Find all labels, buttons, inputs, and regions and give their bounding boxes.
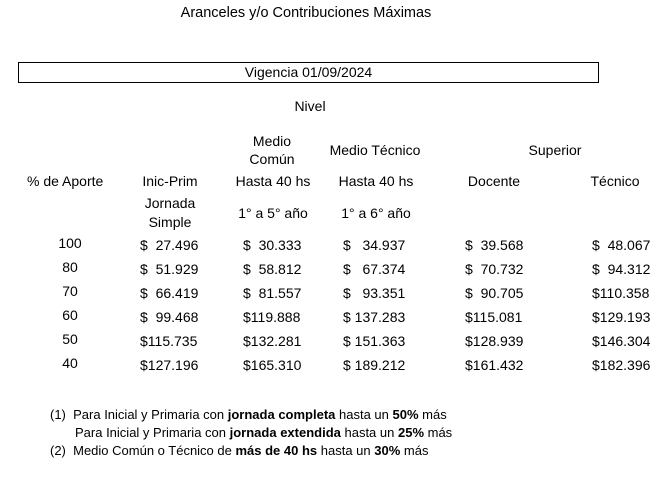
note-1-text: hasta un (335, 407, 393, 422)
header-aporte: % de Aporte (27, 173, 104, 189)
note-1-bold: jornada completa (227, 407, 336, 422)
note-1-text: más (418, 407, 447, 422)
note-1 (50, 406, 447, 424)
note-1b-text: más (424, 425, 453, 440)
cell-medio-tecnico: $ 93.351 (343, 285, 406, 301)
row-aporte: 80 (62, 259, 78, 275)
row-aporte: 40 (62, 355, 78, 371)
cell-inic-prim: $115.735 (140, 333, 198, 349)
cell-docente: $ 90.705 (465, 285, 524, 301)
nivel-heading: Nivel (294, 98, 326, 114)
cell-inic-prim: $ 99.468 (140, 309, 199, 325)
note-1-percent: 50% (392, 407, 419, 422)
note-1b-percent: 25% (397, 425, 425, 440)
note-2-text: más (400, 443, 429, 458)
cell-inic-prim: $ 51.929 (140, 261, 199, 277)
cell-medio-comun: $ 30.333 (243, 237, 302, 253)
cell-tecnico: $ 94.312 (592, 261, 651, 277)
cell-docente: $128.939 (465, 333, 524, 349)
note-1b-text: hasta un (340, 425, 398, 440)
cell-medio-tecnico: $ 34.937 (343, 237, 406, 253)
cell-medio-tecnico: $ 67.374 (343, 261, 406, 277)
page-title: Aranceles y/o Contribuciones Máximas (180, 5, 432, 21)
cell-inic-prim: $ 66.419 (140, 285, 199, 301)
note-1b-text: Para Inicial y Primaria con (75, 425, 230, 440)
header-medio-tecnico-anio: 1° a 6° año (341, 205, 411, 221)
vigencia-box: Vigencia 01/09/2024 (18, 62, 599, 83)
header-tecnico: Técnico (590, 173, 640, 189)
row-aporte: 50 (62, 331, 78, 347)
header-medio-tecnico: Medio Técnico (329, 142, 421, 158)
row-aporte: 100 (58, 235, 82, 251)
note-1-text: Para Inicial y Primaria con (73, 407, 228, 422)
header-docente: Docente (467, 173, 521, 189)
cell-tecnico: $129.193 (592, 309, 651, 325)
header-medio-tecnico-hs: Hasta 40 hs (338, 173, 414, 189)
header-medio-comun-hs: Hasta 40 hs (235, 173, 311, 189)
header-inic-prim: Inic-Prim (142, 173, 198, 189)
cell-medio-tecnico: $ 137.283 (343, 309, 406, 325)
note-2-text: hasta un (317, 443, 375, 458)
note-1b-bold: jornada extendida (229, 425, 341, 440)
note-2 (50, 442, 428, 460)
header-medio-comun-line1: Medio (252, 133, 292, 149)
cell-tecnico: $ 48.067 (592, 237, 651, 253)
note-2-percent: 30% (374, 443, 401, 458)
cell-medio-tecnico: $ 189.212 (343, 357, 406, 373)
cell-medio-comun: $132.281 (243, 333, 302, 349)
cell-medio-comun: $ 58.812 (243, 261, 302, 277)
cell-tecnico: $182.396 (592, 357, 651, 373)
note-2-number: (2) (50, 443, 66, 458)
note-1b (75, 424, 452, 442)
cell-medio-tecnico: $ 151.363 (343, 333, 406, 349)
row-aporte: 70 (62, 283, 78, 299)
cell-medio-comun: $119.888 (243, 309, 301, 325)
cell-docente: $115.081 (465, 309, 523, 325)
note-2-text: Medio Común o Técnico de (73, 443, 236, 458)
row-aporte: 60 (62, 307, 78, 323)
note-1-number: (1) (50, 407, 66, 422)
header-medio-comun-line2: Común (249, 151, 295, 167)
cell-medio-comun: $ 81.557 (243, 285, 302, 301)
note-2-bold: más de 40 hs (235, 443, 318, 458)
header-simple: Simple (148, 214, 192, 230)
header-superior: Superior (528, 142, 582, 158)
cell-docente: $161.432 (465, 357, 524, 373)
cell-tecnico: $110.358 (592, 285, 650, 301)
cell-tecnico: $146.304 (592, 333, 651, 349)
cell-docente: $ 39.568 (465, 237, 524, 253)
cell-inic-prim: $127.196 (140, 357, 199, 373)
cell-docente: $ 70.732 (465, 261, 524, 277)
cell-inic-prim: $ 27.496 (140, 237, 199, 253)
cell-medio-comun: $165.310 (243, 357, 302, 373)
header-medio-comun-anio: 1° a 5° año (238, 205, 308, 221)
header-jornada: Jornada (144, 195, 196, 211)
